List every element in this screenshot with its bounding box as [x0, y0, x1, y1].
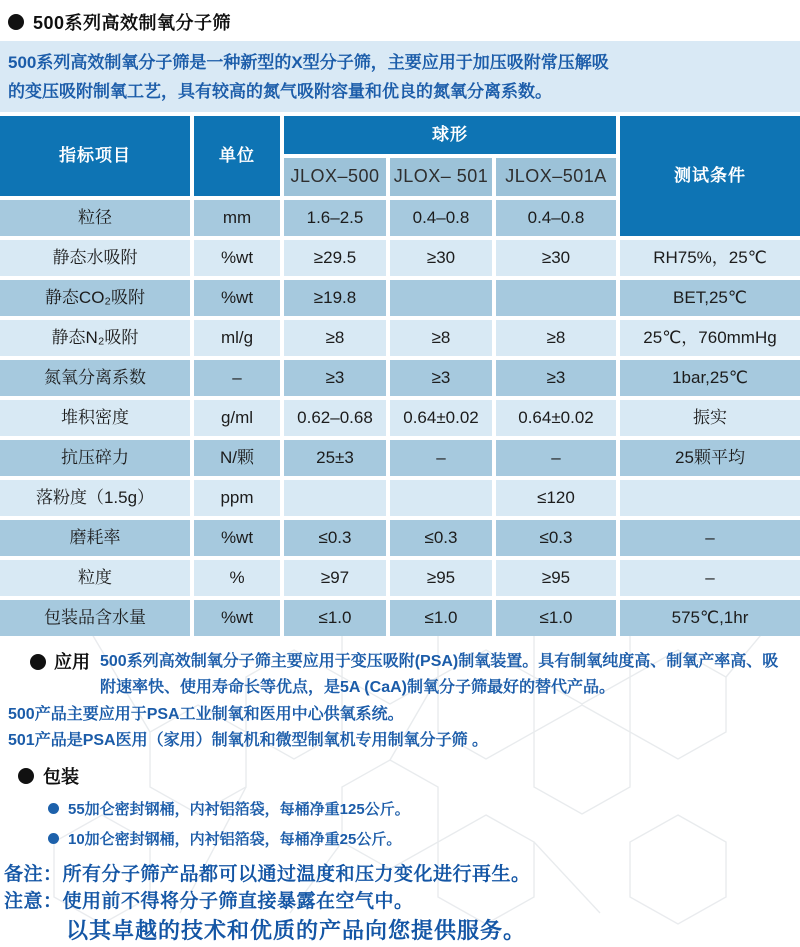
table-cell: ≥29.5 [284, 240, 386, 276]
application-para-500: 500产品主要应用于PSA工业制氧和医用中心供氧系统。 [8, 706, 404, 723]
table-cell: 1.6–2.5 [284, 200, 386, 236]
application-para-501: 501产品是PSA医用（家用）制氧机和微型制氧机专用制氧分子筛 。 [8, 732, 489, 749]
table-cell: 包装品含水量 [0, 600, 190, 636]
table-cell: – [496, 440, 616, 476]
table-cell: 0.64±0.02 [390, 400, 492, 436]
table-cell: ≥19.8 [284, 280, 386, 316]
table-cell: %wt [194, 600, 280, 636]
table-cell: 抗压碎力 [0, 440, 190, 476]
table-cell: ≤1.0 [284, 600, 386, 636]
table-cell: 1bar,25℃ [620, 360, 800, 396]
table-cell: 静态水吸附 [0, 240, 190, 276]
table-cell: 堆积密度 [0, 400, 190, 436]
table-cell: 落粉度（1.5g） [0, 480, 190, 516]
intro-paragraph [0, 41, 800, 112]
header-unit: 单位 [194, 116, 280, 196]
table-cell: 磨耗率 [0, 520, 190, 556]
table-cell: – [390, 440, 492, 476]
spec-table [0, 116, 800, 636]
packaging-item-text: 10加仑密封钢桶，内衬铝箔袋，每桶净重25公斤。 [68, 831, 402, 848]
table-cell: 25℃，760mmHg [620, 320, 800, 356]
table-cell: 25颗平均 [620, 440, 800, 476]
note-slogan: 以其卓越的技术和优质的产品向您提供服务。 [66, 918, 527, 943]
table-cell: g/ml [194, 400, 280, 436]
table-cell: ≤120 [496, 480, 616, 516]
table-cell: 575℃,1hr [620, 600, 800, 636]
intro-line-2: 的变压吸附制氧工艺，具有较高的氮气吸附容量和优良的氮氧分离系数。 [8, 82, 552, 101]
header-model-jlox500: JLOX–500 [284, 158, 386, 196]
table-cell: ≥30 [390, 240, 492, 276]
table-cell: RH75%，25℃ [620, 240, 800, 276]
intro-line-1: 500系列高效制氧分子筛是一种新型的X型分子筛，主要应用于加压吸附常压解吸 [8, 53, 609, 72]
note-caution: 注意：使用前不得将分子筛直接暴露在空气中。 [4, 891, 414, 912]
table-cell: ≤0.3 [284, 520, 386, 556]
header-model-jlox501a: JLOX–501A [496, 158, 616, 196]
table-cell: 0.62–0.68 [284, 400, 386, 436]
table-cell: 静态N₂吸附 [0, 320, 190, 356]
table-cell: N/颗 [194, 440, 280, 476]
table-cell [390, 280, 492, 316]
header-shape-group: 球形 [284, 116, 616, 154]
note-remark: 备注：所有分子筛产品都可以通过温度和压力变化进行再生。 [4, 864, 531, 885]
table-cell: 25±3 [284, 440, 386, 476]
bullet-icon [8, 14, 24, 30]
page-title: 500系列高效制氧分子筛 [33, 12, 232, 33]
table-cell: %wt [194, 520, 280, 556]
bullet-icon [48, 833, 59, 844]
table-cell: ≥8 [496, 320, 616, 356]
table-cell: ≥97 [284, 560, 386, 596]
table-cell [284, 480, 386, 516]
table-cell: ≤1.0 [390, 600, 492, 636]
header-model-jlox501: JLOX– 501 [390, 158, 492, 196]
application-heading: 应用 [54, 652, 90, 672]
table-cell: 粒径 [0, 200, 190, 236]
table-cell: – [620, 560, 800, 596]
table-cell: ≥3 [284, 360, 386, 396]
packaging-section [0, 763, 800, 849]
table-cell: ≥30 [496, 240, 616, 276]
table-cell: ≤1.0 [496, 600, 616, 636]
table-cell: – [620, 520, 800, 556]
application-body: 500系列高效制氧分子筛主要应用于变压吸附(PSA)制氧装置。具有制氧纯度高、制氧产率高、吸附速率快、使用寿命长等优点，是5A (CaA)制氧分子筛最好的替代产品。 [100, 653, 779, 696]
table-cell: % [194, 560, 280, 596]
table-cell: ≥95 [496, 560, 616, 596]
table-cell: %wt [194, 280, 280, 316]
table-cell: – [194, 360, 280, 396]
table-cell: BET,25℃ [620, 280, 800, 316]
table-cell: ppm [194, 480, 280, 516]
bullet-icon [18, 768, 34, 784]
table-cell: ≥8 [390, 320, 492, 356]
table-cell [620, 480, 800, 516]
packaging-item [48, 828, 792, 849]
table-cell: ≥8 [284, 320, 386, 356]
table-cell: ml/g [194, 320, 280, 356]
table-cell: 0.4–0.8 [496, 200, 616, 236]
table-cell: %wt [194, 240, 280, 276]
table-cell: ≤0.3 [496, 520, 616, 556]
table-cell: ≥3 [390, 360, 492, 396]
bullet-icon [30, 654, 46, 670]
table-cell: mm [194, 200, 280, 236]
table-cell: 0.64±0.02 [496, 400, 616, 436]
notes-section [0, 861, 800, 947]
page-title-row [0, 0, 800, 34]
table-cell: 静态CO₂吸附 [0, 280, 190, 316]
packaging-item-text: 55加仑密封钢桶，内衬铝箔袋，每桶净重125公斤。 [68, 801, 410, 818]
table-cell [390, 480, 492, 516]
table-cell: 氮氧分离系数 [0, 360, 190, 396]
table-cell: ≥95 [390, 560, 492, 596]
header-indicator: 指标项目 [0, 116, 190, 196]
application-section [0, 649, 800, 753]
table-cell [496, 280, 616, 316]
table-cell: 振实 [620, 400, 800, 436]
table-cell: 0.4–0.8 [390, 200, 492, 236]
bullet-icon [48, 803, 59, 814]
packaging-heading: 包装 [43, 767, 79, 787]
packaging-item [48, 798, 792, 819]
table-cell: ≤0.3 [390, 520, 492, 556]
header-test-condition: 测试条件 [620, 116, 800, 236]
table-cell: ≥3 [496, 360, 616, 396]
table-cell: 粒度 [0, 560, 190, 596]
